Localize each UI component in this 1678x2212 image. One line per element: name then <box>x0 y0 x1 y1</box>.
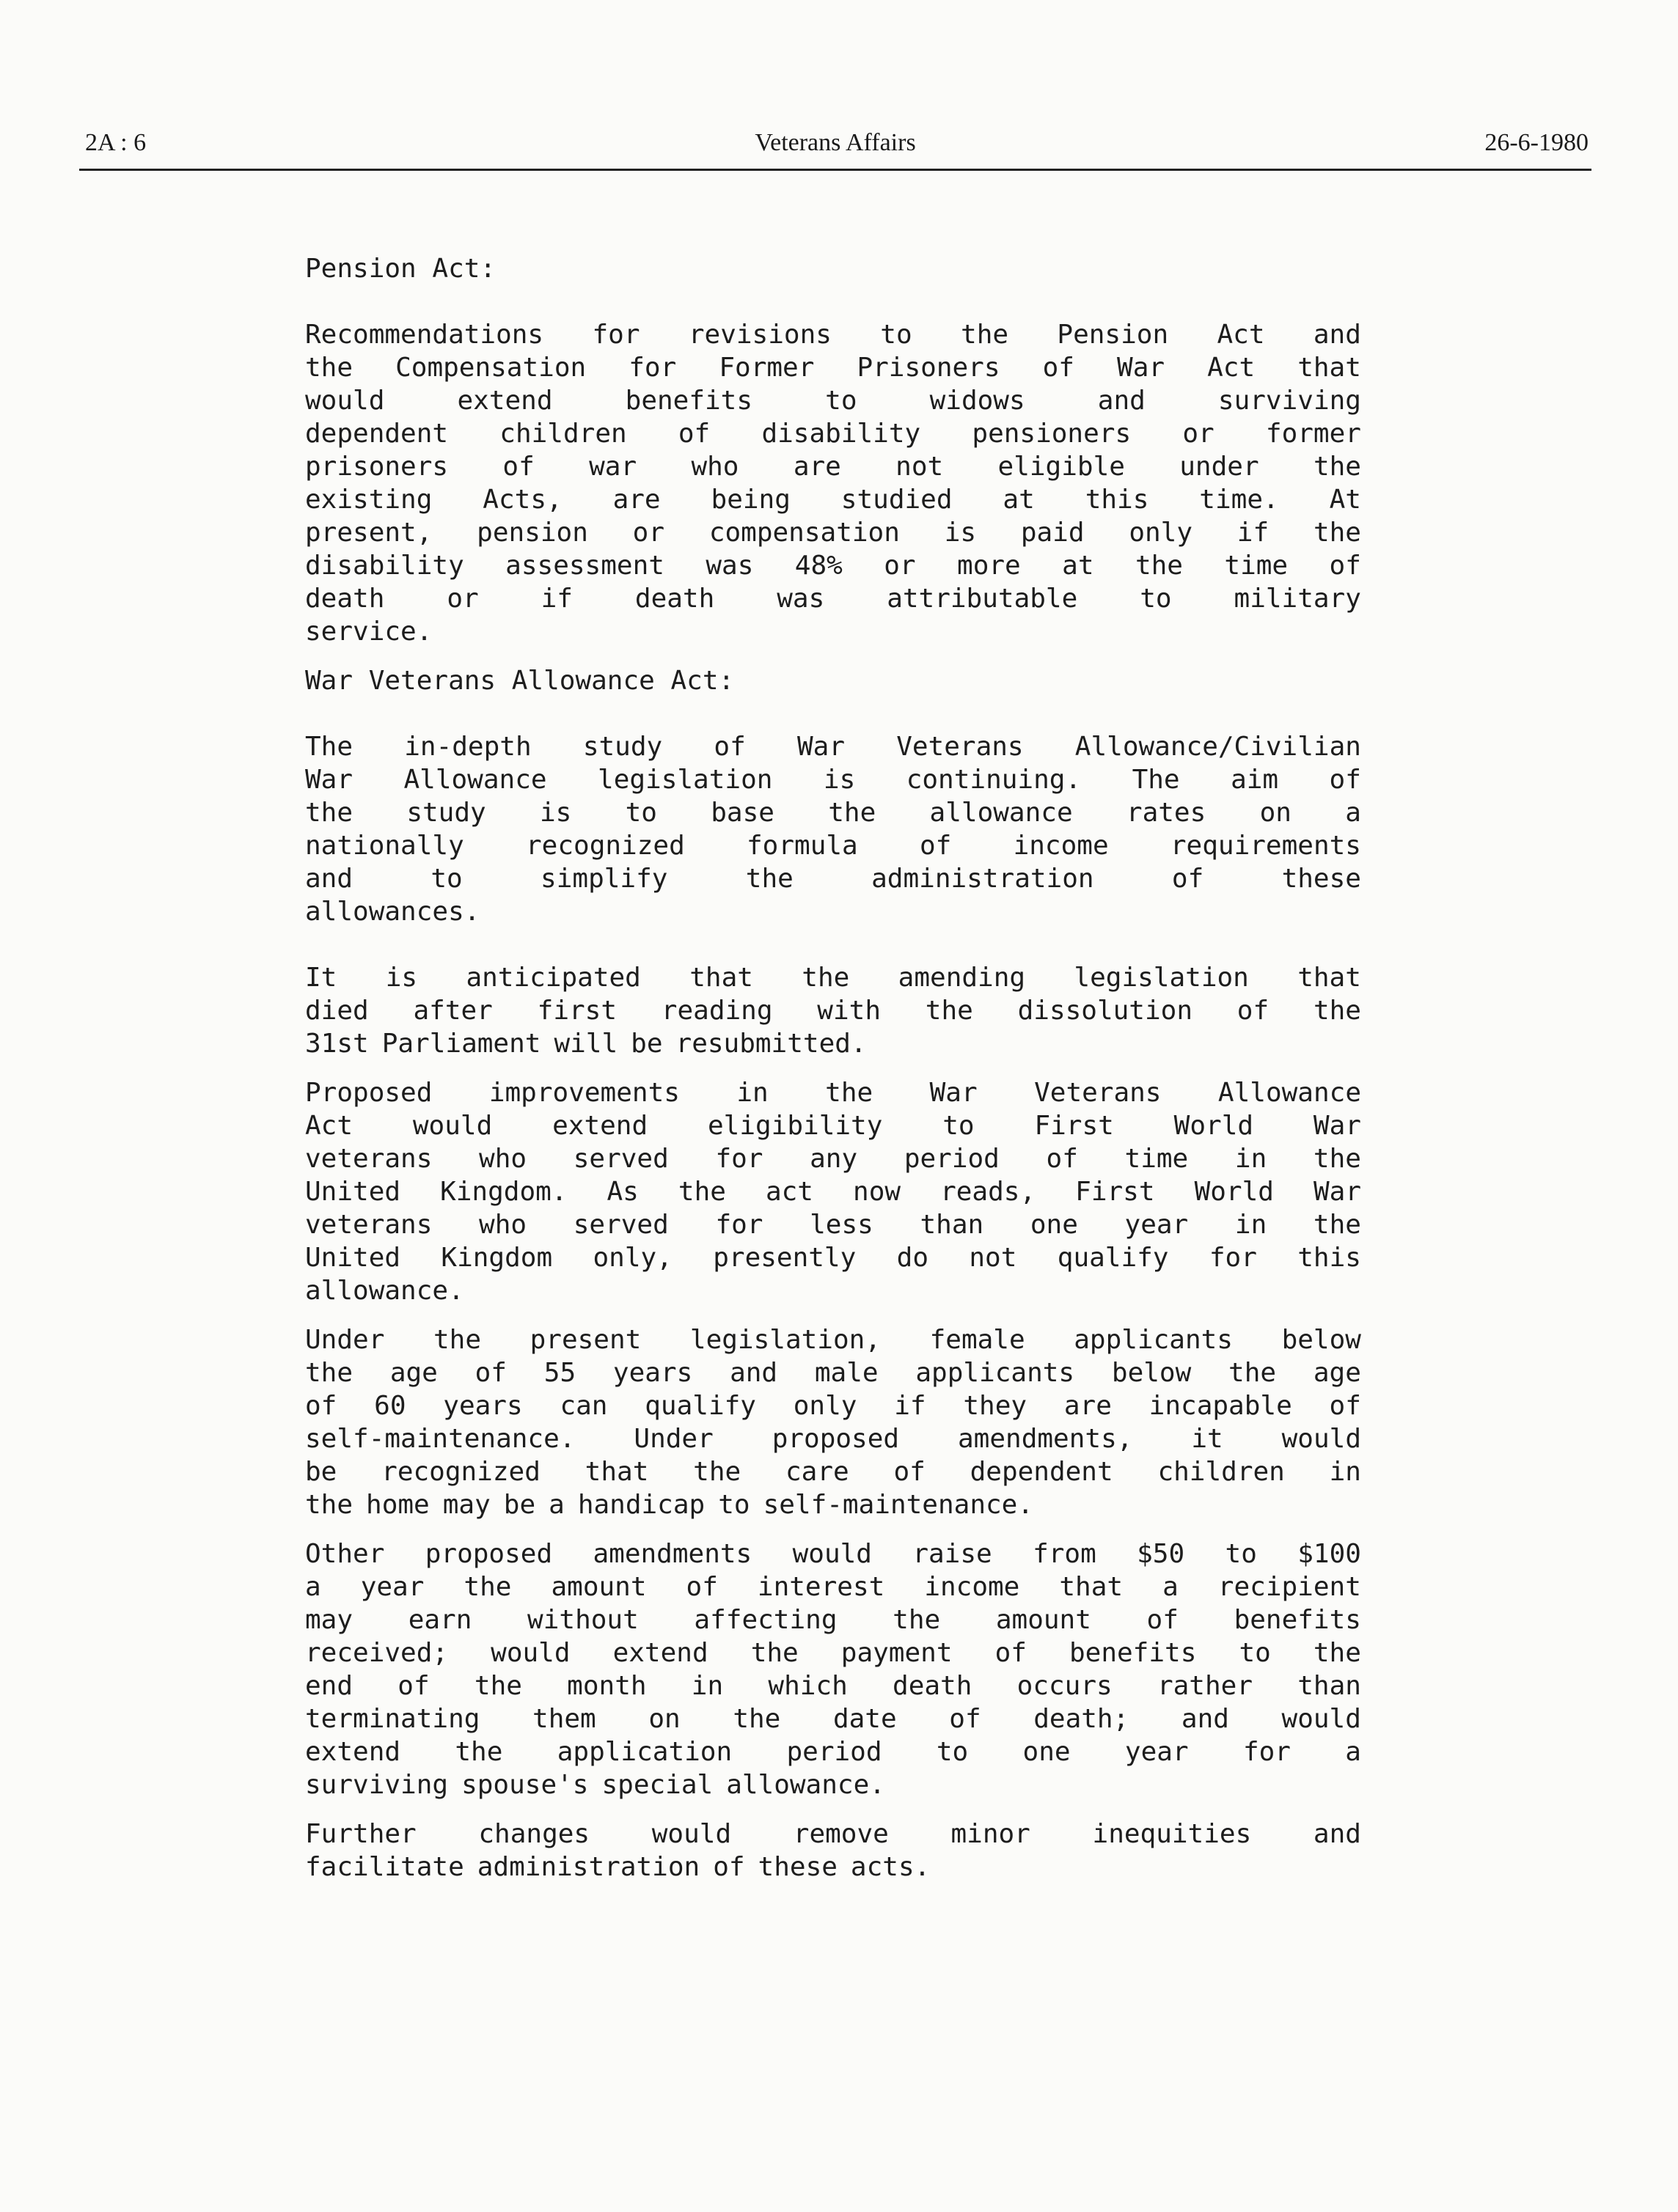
text-line: end of the month in which death occurs rather than <box>305 1671 1361 1701</box>
paragraph-amending-legislation <box>305 961 1361 1060</box>
text-line: War Allowance legislation is continuing. The aim of <box>305 765 1361 795</box>
text-line: the age of 55 years and male applicants below the age <box>305 1358 1361 1388</box>
text-line: surviving spouse's special allowance. <box>305 1770 885 1800</box>
text-line: present, pension or compensation is paid only if the <box>305 518 1361 548</box>
text-line: the study is to base the allowance rates on a <box>305 798 1361 828</box>
header-rule <box>79 169 1591 171</box>
text-line: died after first reading with the dissolution of the <box>305 996 1361 1026</box>
running-title: Veterans Affairs <box>755 129 916 156</box>
text-line: service. <box>305 617 433 647</box>
text-line: disability assessment was 48% or more at the time of <box>305 551 1361 581</box>
text-line: self-maintenance. Under proposed amendments, it would <box>305 1424 1361 1454</box>
text-line: terminating them on the date of death; and would <box>305 1704 1361 1734</box>
text-line: be recognized that the care of dependent children in <box>305 1457 1361 1487</box>
text-line: prisoners of war who are not eligible under the <box>305 452 1361 482</box>
text-line: existing Acts, are being studied at this time. At <box>305 485 1361 515</box>
text-line: a year the amount of interest income that a recipient <box>305 1572 1361 1602</box>
text-line: veterans who served for any period of time in the <box>305 1144 1361 1174</box>
paragraph-other-amendments <box>305 1537 1361 1801</box>
paragraph-pension-revisions <box>305 318 1361 648</box>
text-line: the Compensation for Former Prisoners of War Act that <box>305 353 1361 383</box>
text-line: allowance. <box>305 1276 464 1306</box>
text-line: Further changes would remove minor inequities and <box>305 1819 1361 1849</box>
page-header <box>79 129 1591 166</box>
text-line: It is anticipated that the amending legislation that <box>305 963 1361 993</box>
text-line: extend the application period to one year for a <box>305 1737 1361 1767</box>
text-line: Proposed improvements in the War Veterans Allowance <box>305 1078 1361 1108</box>
text-line: death or if death was attributable to military <box>305 584 1361 614</box>
text-line: allowances. <box>305 897 480 927</box>
text-line: 31st Parliament will be resubmitted. <box>305 1029 867 1059</box>
document-body <box>305 252 1361 1884</box>
text-line: Under the present legislation, female applicants below <box>305 1325 1361 1355</box>
text-line: veterans who served for less than one year in the <box>305 1210 1361 1240</box>
war-veterans-allowance-heading: War Veterans Allowance Act: <box>305 666 735 696</box>
text-line: Other proposed amendments would raise from $50 to $100 <box>305 1539 1361 1569</box>
paragraph-present-legislation <box>305 1323 1361 1521</box>
pension-act-heading: Pension Act: <box>305 254 497 284</box>
text-line: facilitate administration of these acts. <box>305 1852 931 1882</box>
paragraph-proposed-improvements <box>305 1076 1361 1307</box>
text-line: may earn without affecting the amount of benefits <box>305 1605 1361 1635</box>
text-line: United Kingdom only, presently do not qualify for this <box>305 1243 1361 1273</box>
paragraph-wva-study <box>305 730 1361 928</box>
text-line: of 60 years can qualify only if they are incapable of <box>305 1391 1361 1421</box>
section-number: 2A : 6 <box>85 129 147 156</box>
text-line: and to simplify the administration of these <box>305 864 1361 894</box>
text-line: Act would extend eligibility to First World War <box>305 1111 1361 1141</box>
text-line: The in-depth study of War Veterans Allowance/Civilian <box>305 732 1361 762</box>
text-line: dependent children of disability pensioners or former <box>305 419 1361 449</box>
text-line: Recommendations for revisions to the Pension Act and <box>305 320 1361 350</box>
text-line: received; would extend the payment of benefits to the <box>305 1638 1361 1668</box>
text-line: United Kingdom. As the act now reads, First World War <box>305 1177 1361 1207</box>
text-line: nationally recognized formula of income requirements <box>305 831 1361 861</box>
paragraph-further-changes <box>305 1818 1361 1884</box>
text-line: the home may be a handicap to self-maintenance. <box>305 1490 1034 1520</box>
text-line: would extend benefits to widows and surviving <box>305 386 1361 416</box>
header-date: 26-6-1980 <box>1484 129 1589 156</box>
